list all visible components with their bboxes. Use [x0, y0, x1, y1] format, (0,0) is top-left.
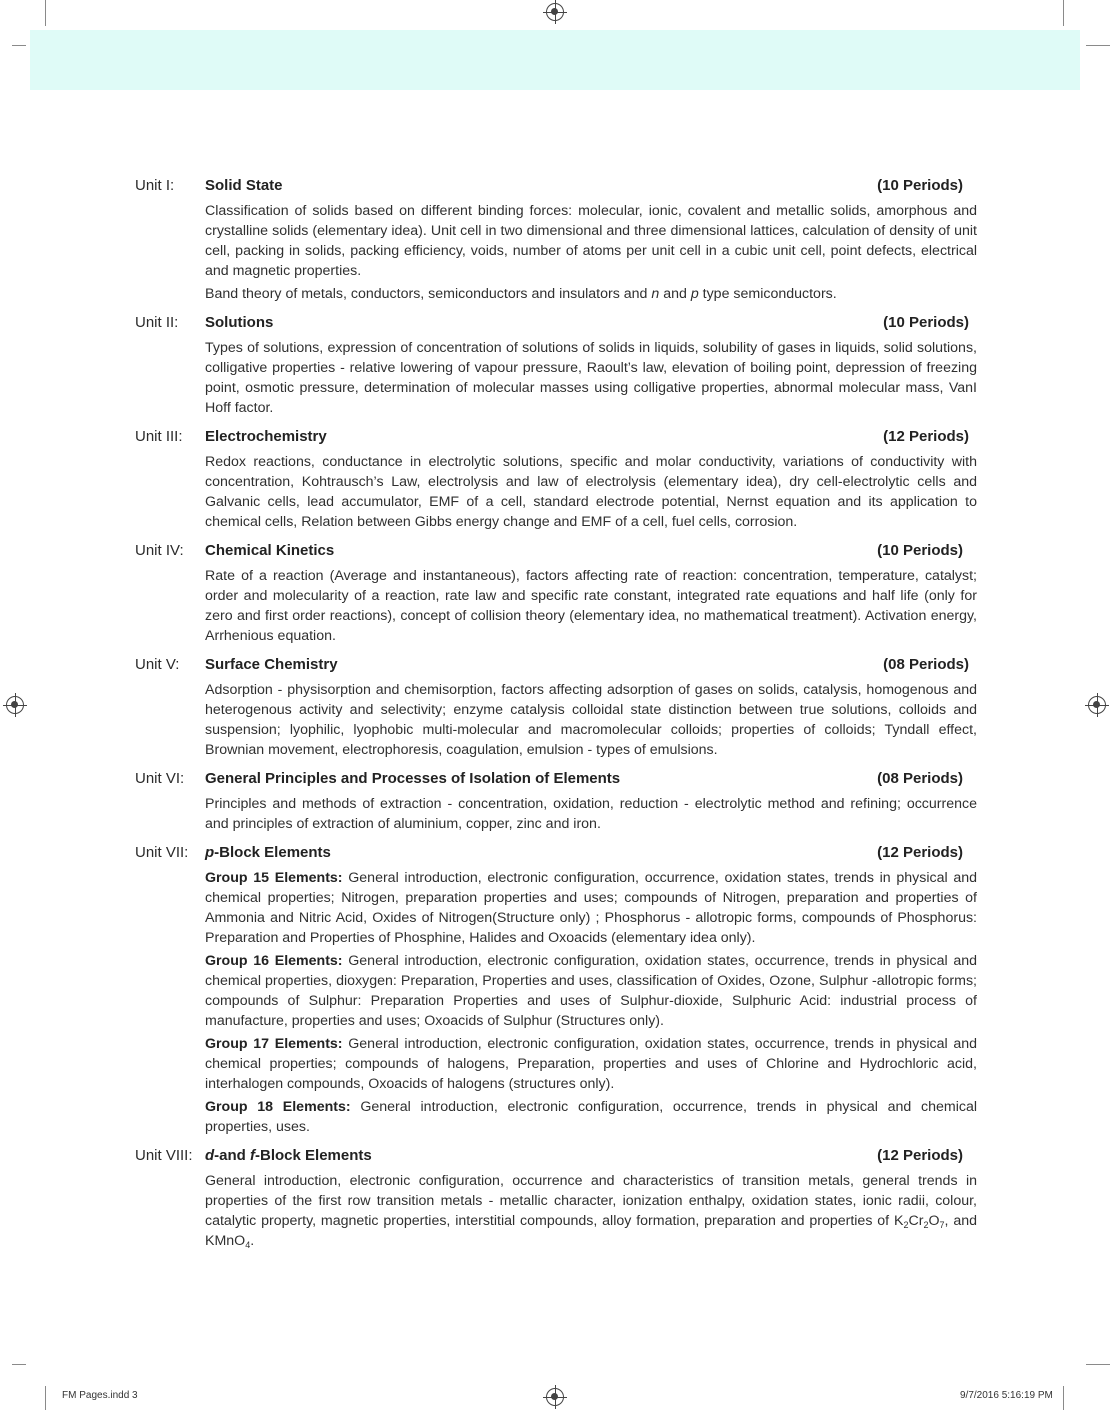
- crop-mark: [12, 45, 26, 46]
- header-band: [30, 30, 1080, 90]
- footer-filename: FM Pages.indd 3: [62, 1390, 138, 1401]
- unit-label: Unit II:: [135, 314, 179, 331]
- registration-mark-icon: [6, 696, 24, 714]
- unit-label: Unit VII:: [135, 844, 189, 861]
- unit-periods: (12 Periods): [877, 1147, 963, 1164]
- unit-label: Unit I:: [135, 177, 175, 194]
- unit-description: Principles and methods of extraction - concentration, oxidation, reduction - electrolytic method and refining; occurrence and principles of extraction of aluminium, copper, zinc and iron.: [205, 796, 977, 832]
- crop-mark: [45, 0, 46, 26]
- unit-periods: (10 Periods): [877, 177, 963, 194]
- unit-periods: (10 Periods): [883, 314, 969, 331]
- unit-periods: (08 Periods): [883, 656, 969, 673]
- unit-description: Adsorption - physisorption and chemisorption, factors affecting adsorption of gases on solids, catalysis, homogenous and heterogenous activity and selectivity; enzyme catalysis colloidal state distinction between true solutions, colloids and suspension; lyophilic, lyophobic multi-molecular and macromolecular colloids; properties of colloids; Tyndall effect, Brownian movement, electrophoresis, coagulation, emulsion - types of emulsions.: [205, 682, 977, 758]
- crop-mark: [12, 1364, 26, 1365]
- syllabus-content: [135, 176, 977, 1260]
- crop-mark: [1086, 45, 1110, 46]
- group-text: General introduction, electronic configuration, occurrence, trends in physical and chemical properties, uses.: [205, 1099, 977, 1135]
- group-description: [205, 951, 977, 1031]
- unit-label: Unit V:: [135, 656, 180, 673]
- unit-5: [135, 655, 977, 760]
- unit-3: [135, 427, 977, 532]
- unit-title: Electrochemistry: [205, 428, 327, 445]
- unit-periods: (12 Periods): [883, 428, 969, 445]
- unit-description: Classification of solids based on different binding forces: molecular, ionic, covalent and metallic solids, amorphous and crystalline solids (elementary idea). Unit cell in two dimensional and three dimensional lattices, calculation of density of unit cell, packing in solids, packing efficiency, voids, number of atoms per unit cell in a cubic unit cell, point defects, electrical and magnetic properties.: [205, 203, 977, 279]
- unit-label: Unit IV:: [135, 542, 184, 559]
- group-label: Group 18 Elements:: [205, 1099, 351, 1115]
- group-description: [205, 1097, 977, 1137]
- unit-description: Rate of a reaction (Average and instantaneous), factors affecting rate of reaction: concentration, temperature, catalyst; order and molecularity of a reaction, rate law and specific rate constant, integrated rate equations and half life (only for zero and first order reactions), concept of collision theory (elementary idea, no mathematical treatment). Activation energy, Arrhenious equation.: [205, 568, 977, 644]
- unit-6: [135, 769, 977, 834]
- crop-mark: [1063, 0, 1064, 26]
- unit-periods: (12 Periods): [877, 844, 963, 861]
- group-description: [205, 1034, 977, 1094]
- unit-7: [135, 843, 977, 1137]
- unit-description: [205, 284, 977, 304]
- unit-description-text: Band theory of metals, conductors, semiconductors and insulators and n and p type semiconductors.: [205, 286, 837, 302]
- unit-label: Unit VI:: [135, 770, 185, 787]
- unit-title: Chemical Kinetics: [205, 542, 335, 559]
- group-label: Group 15 Elements:: [205, 870, 343, 886]
- unit-label: Unit III:: [135, 428, 183, 445]
- unit-4: [135, 541, 977, 646]
- unit-title: d-and f-Block Elements: [205, 1147, 372, 1164]
- registration-mark-icon: [546, 1388, 564, 1406]
- unit-title: Solutions: [205, 314, 274, 331]
- crop-mark: [45, 1386, 46, 1410]
- unit-title: p-Block Elements: [205, 844, 331, 861]
- group-text: General introduction, electronic configuration, oxidation states, occurrence, trends in physical and chemical properties; compounds of halogens, Preparation, properties and uses of Chlorine and Hydrochloric acid, interhalogen compounds, Oxoacids of halogens (structures only).: [205, 1036, 977, 1092]
- unit-1: [135, 176, 977, 304]
- unit-8: [135, 1146, 977, 1251]
- unit-periods: (10 Periods): [877, 542, 963, 559]
- unit-title: Solid State: [205, 177, 283, 194]
- crop-mark: [1086, 1364, 1110, 1365]
- registration-mark-icon: [1088, 696, 1106, 714]
- unit-2: [135, 313, 977, 418]
- unit-label: Unit VIII:: [135, 1147, 193, 1164]
- registration-mark-icon: [546, 3, 564, 21]
- group-label: Group 16 Elements:: [205, 953, 343, 969]
- group-label: Group 17 Elements:: [205, 1036, 343, 1052]
- footer-timestamp: 9/7/2016 5:16:19 PM: [960, 1390, 1053, 1401]
- unit-description: Types of solutions, expression of concentration of solutions of solids in liquids, solubility of gases in liquids, solid solutions, colligative properties - relative lowering of vapour pressure, Raoult’s law, elevation of boiling point, depression of freezing point, osmotic pressure, determination of molecular masses using colligative properties, abnormal molecular mass, VanI Hoff factor.: [205, 340, 977, 416]
- unit-description: Redox reactions, conductance in electrolytic solutions, specific and molar conductivity, variations of conductivity with concentration, Kohtrausch’s Law, electrolysis and law of electrolysis (elementary idea), dry cell-electrolytic cells and Galvanic cells, lead accumulator, EMF of a cell, standard electrode potential, Nernst equation and its application to chemical cells, Relation between Gibbs energy change and EMF of a cell, fuel cells, corrosion.: [205, 454, 977, 530]
- unit-title: General Principles and Processes of Isolation of Elements: [205, 770, 621, 787]
- group-text: General introduction, electronic configuration, oxidation states, occurrence, trends in physical and chemical properties, dioxygen: Preparation, Properties and uses, classification of Oxides, Ozone, Sulphur -allotropic forms; compounds of Sulphur: Preparation Properties and uses of Sulphur-dioxide, Sulphuric Acid: industrial process of manufacture, properties and uses; Oxoacids of Sulphur (Structures only).: [205, 953, 977, 1029]
- unit-title: Surface Chemistry: [205, 656, 338, 673]
- crop-mark: [1063, 1386, 1064, 1410]
- group-description: [205, 868, 977, 948]
- unit-periods: (08 Periods): [877, 770, 963, 787]
- group-text: General introduction, electronic configuration, occurrence, oxidation states, trends in physical and chemical properties; Nitrogen, preparation properties and uses; compounds of Nitrogen, preparation and properties of Ammonia and Nitric Acid, Oxides of Nitrogen(Structure only) ; Phosphorus - allotropic forms, compounds of Phosphorus: Preparation and Properties of Phosphine, Halides and Oxoacids (elementary idea only).: [205, 870, 977, 946]
- unit-description: General introduction, electronic configuration, occurrence and characteristics of transition metals, general trends in properties of the first row transition metals - metallic character, ionization enthalpy, oxidation states, ionic radii, colour, catalytic property, magnetic properties, interstitial compounds, alloy formation, preparation and properties of $K_2Cr_2O_7$, and KMnO$_4$.: [205, 1173, 977, 1250]
